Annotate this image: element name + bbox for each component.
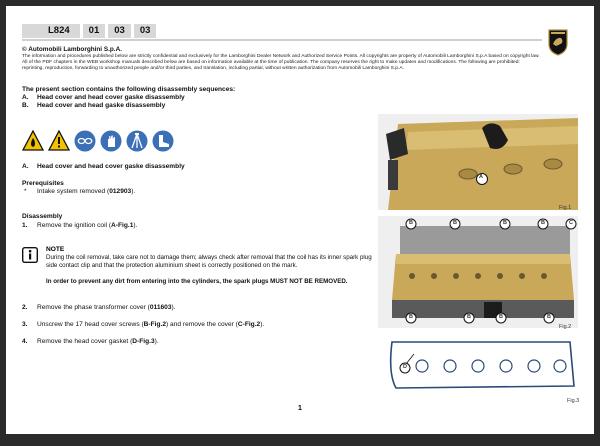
sequence-b-letter: B. xyxy=(22,102,29,109)
step-number: 1. xyxy=(22,222,28,229)
step-number: 3. xyxy=(22,321,28,328)
header-divider xyxy=(22,39,542,41)
note-warning-text: In order to prevent any dirt from entering into the cylinders, the spark plugs MUST NOT BE REMOVED. xyxy=(46,278,348,285)
copyright-body: The information and procedures published below are strictly confidential and exclusively for the Lamborghini Dealer Network and Authorized Service Points. All copyrights are property of Automobili Lamborghini S.p.A based on copyright law. All of the PDF chapters in the WEB workshop manuals described below are based on information available at the time of publication. The company reserves the right to make updates and modifications. The following are prohibited: reprinting, reproduction, forwarding to unauthorized people and/or third parties, and translation, including partial, without written authorization from Automobili Lamborghini S.p.A. xyxy=(22,54,540,72)
step-2: Remove the phase transformer cover (011603). xyxy=(37,304,176,311)
fire-warning-icon xyxy=(22,130,44,152)
goggles-icon xyxy=(74,130,96,152)
prerequisites-heading: Prerequisites xyxy=(22,180,64,187)
section-a-title: Head cover and head cover gaske disassembly xyxy=(37,163,185,170)
callout-a-label: A xyxy=(479,174,483,180)
lamborghini-shield-logo xyxy=(547,28,569,56)
note-title: NOTE xyxy=(46,246,65,253)
note-text: During the coil removal, take care not to damage them; always check after removal that the coil has its inner spark plug side contact clip and that the protection aluminium sheet is correctly positioned on the mark. xyxy=(46,254,372,269)
callout-b-label: B xyxy=(499,314,503,320)
callout-b-label: B xyxy=(467,314,471,320)
figure-2-label: Fig.2 xyxy=(559,324,572,330)
copyright-title: © Automobili Lamborghini S.p.A. xyxy=(22,46,122,53)
callout-b-label: B xyxy=(541,220,545,226)
procedure-code: 03 xyxy=(134,24,157,38)
info-icon xyxy=(22,247,38,263)
boots-icon xyxy=(152,130,174,152)
figure-1-engine-coil-photo xyxy=(378,114,578,210)
subgroup-code: 03 xyxy=(108,24,131,38)
sequence-a-letter: A. xyxy=(22,94,29,101)
model-code: L824 xyxy=(22,24,80,38)
document-code-bar xyxy=(22,24,156,38)
callout-b-label: B xyxy=(503,220,507,226)
step-1: Remove the ignition coil (A-Fig.1). xyxy=(37,222,138,229)
callout-c-label: C xyxy=(569,220,573,226)
prerequisite-item: Intake system removed (012903). xyxy=(37,188,136,195)
callout-b-label: B xyxy=(453,220,457,226)
page-number: 1 xyxy=(298,405,302,412)
prerequisite-code-link[interactable]: 012903 xyxy=(109,188,132,195)
callout-d-label: D xyxy=(403,364,407,370)
sequence-b: Head cover and head gaske disassembly xyxy=(37,102,166,109)
intro-heading: The present section contains the following disassembly sequences: xyxy=(22,86,236,93)
general-warning-icon xyxy=(48,130,70,152)
sequence-a: Head cover and head cover gaske disassembly xyxy=(37,94,185,101)
callout-b-label: B xyxy=(409,220,413,226)
callout-b-label: B xyxy=(409,314,413,320)
step-number: 2. xyxy=(22,304,28,311)
fig-ref-link[interactable]: A-Fig.1 xyxy=(111,222,134,229)
procedure-code-link[interactable]: 011603 xyxy=(149,304,172,311)
manual-page xyxy=(6,6,594,434)
gloves-icon xyxy=(100,130,122,152)
safety-icons-row xyxy=(22,130,174,152)
group-code: 01 xyxy=(83,24,106,38)
section-a-letter: A. xyxy=(22,163,29,170)
step-number: 4. xyxy=(22,338,28,345)
prerequisite-bullet: * xyxy=(24,188,27,195)
step-4: Remove the head cover gasket (D-Fig.3). xyxy=(37,338,159,345)
figure-3-label: Fig.3 xyxy=(567,398,580,404)
step-3: Unscrew the 17 head cover screws (B-Fig.2) and remove the cover (C-Fig.2). xyxy=(37,321,265,328)
fig-ref-link[interactable]: D-Fig.3 xyxy=(132,338,155,345)
disassembly-heading: Disassembly xyxy=(22,213,63,220)
fig-ref-link[interactable]: C-Fig.2 xyxy=(237,321,261,328)
callout-b-label: B xyxy=(547,314,551,320)
fig-ref-link[interactable]: B-Fig.2 xyxy=(143,321,167,328)
figure-1-label: Fig.1 xyxy=(559,205,572,211)
tripod-icon xyxy=(126,130,148,152)
